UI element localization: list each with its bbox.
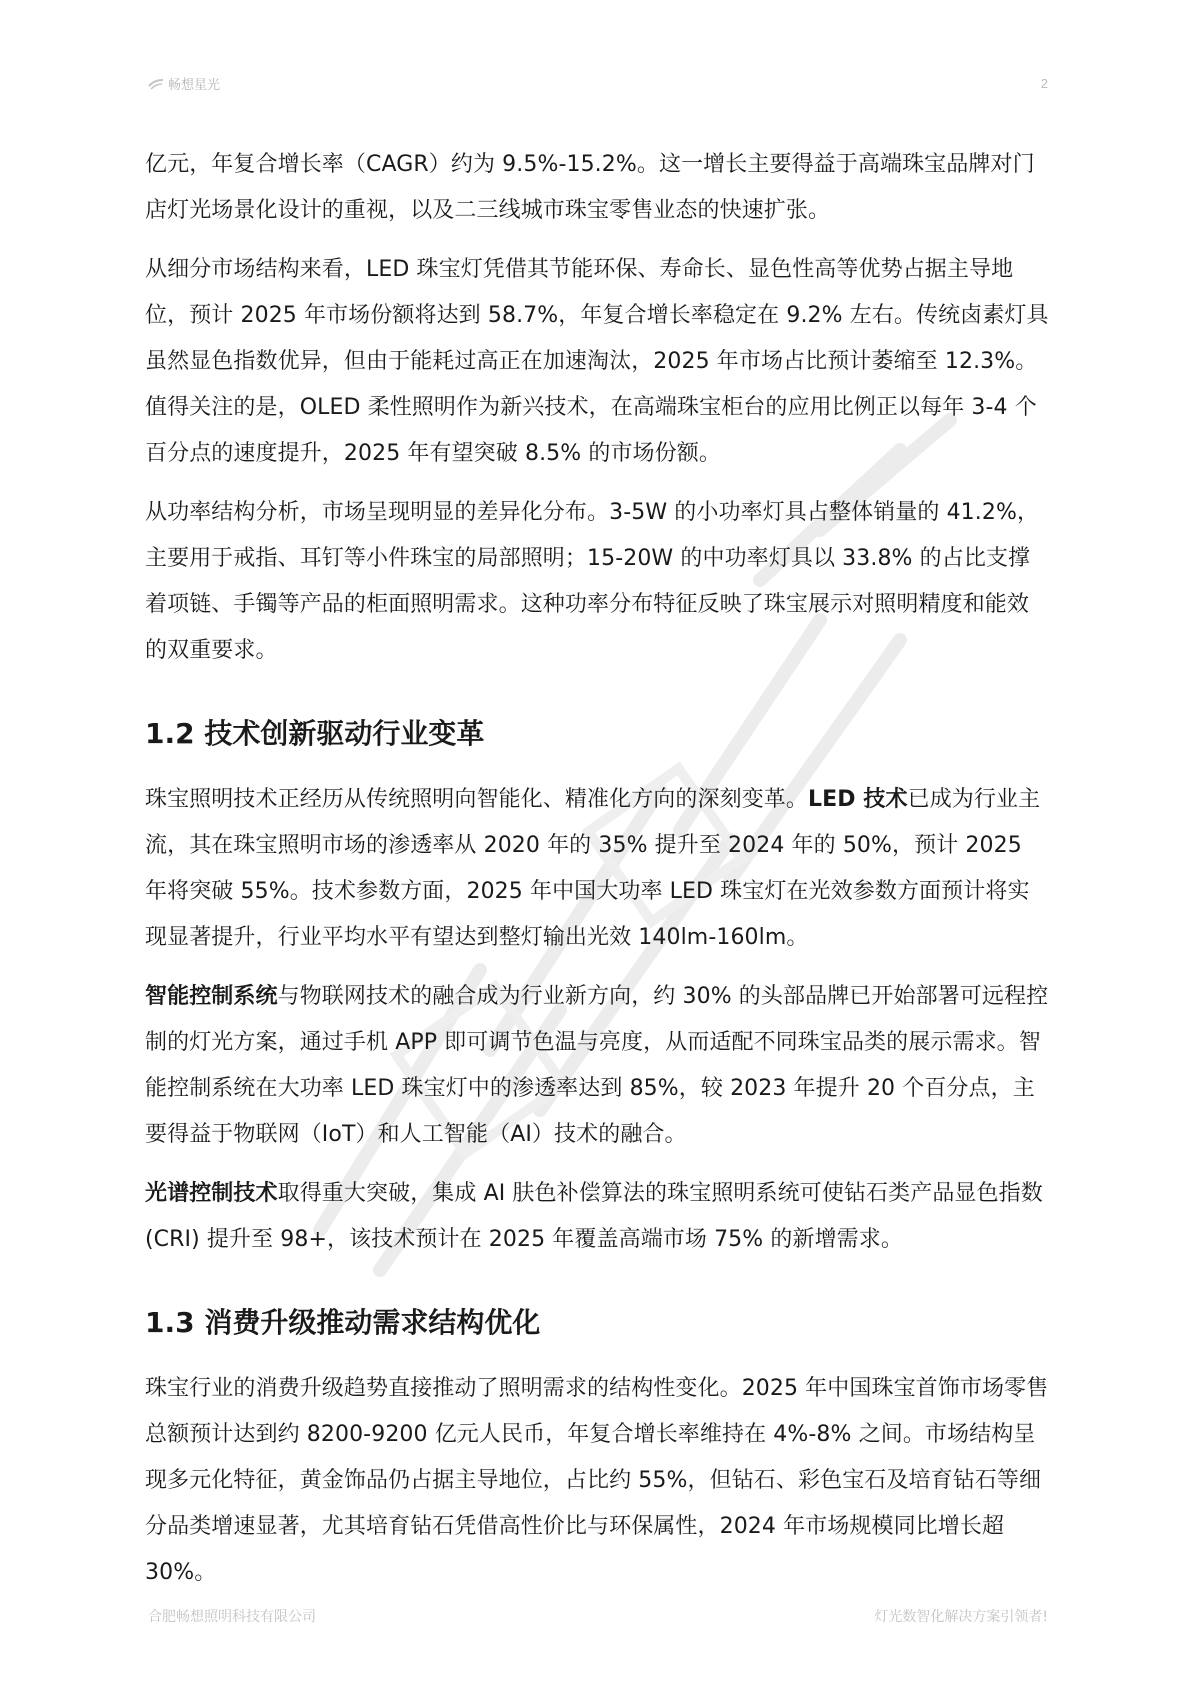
paragraph-segment-structure: 从细分市场结构来看，LED 珠宝灯凭借其节能环保、寿命长、显色性高等优势占据主导地位，预计 2025 年市场份额将达到 58.7%，年复合增长率稳定在 9.2% 左右。传统卤素灯具虽然显色指数优异，但由于能耗过高正在加速淘汰，2025 年市场占比预计萎缩至 12.3%。值得关注的是，OLED 柔性照明作为新兴技术，在高端珠宝柜台的应用比例正以每年 3-4 个百分点的速度提升，2025 年有望突破 8.5% 的市场份额。 (145, 257, 1049, 466)
footer-company-name: 合肥畅想照明科技有限公司 (148, 1609, 316, 1625)
paragraph-consumption-upgrade: 珠宝行业的消费升级趋势直接推动了照明需求的结构性变化。2025 年中国珠宝首饰市场零售总额预计达到约 8200-9200 亿元人民币，年复合增长率维持在 4%-8% 之间。市场结构呈现多元化特征，黄金饰品仍占据主导地位，占比约 55%，但钻石、彩色宝石及培育钻石等细分品类增速显著，尤其培育钻石凭借高性价比与环保属性，2024 年市场规模同比增长超 30%。 (145, 1376, 1049, 1585)
document-body (145, 142, 1050, 1609)
spectrum-control-term: 光谱控制技术 (145, 1181, 278, 1206)
paragraph-market-growth: 亿元，年复合增长率（CAGR）约为 9.5%-15.2%。这一增长主要得益于高端珠宝品牌对门店灯光场景化设计的重视，以及二三线城市珠宝零售业态的快速扩张。 (145, 152, 1035, 223)
smart-control-term: 智能控制系统 (145, 984, 278, 1009)
smart-control-text: 与物联网技术的融合成为行业新方向，约 30% 的头部品牌已开始部署可远程控制的灯光方案，通过手机 APP 即可调节色温与亮度，从而适配不同珠宝品类的展示需求。智能控制系统在大功率 LED 珠宝灯中的渗透率达到 85%，较 2023 年提升 20 个百分点，主要得益于物联网（IoT）和人工智能（AI）技术的融合。 (145, 984, 1049, 1147)
led-intro-text: 珠宝照明技术正经历从传统照明向智能化、精准化方向的深刻变革。 (145, 787, 809, 812)
paragraph-led-technology (145, 777, 1050, 961)
page-footer (148, 1606, 1048, 1630)
page-number: 2 (1040, 76, 1048, 91)
spectrum-control-text: 取得重大突破，集成 AI 肤色补偿算法的珠宝照明系统可使钻石类产品显色指数 (CRI) 提升至 98+，该技术预计在 2025 年覆盖高端市场 75% 的新增需求。 (145, 1181, 1043, 1252)
star-swoosh-icon (148, 78, 164, 90)
paragraph-power-structure: 从功率结构分析，市场呈现明显的差异化分布。3-5W 的小功率灯具占整体销量的 41.2%，主要用于戒指、耳钉等小件珠宝的局部照明；15-20W 的中功率灯具以 33.8% 的占比支撑着项链、手镯等产品的柜面照明需求。这种功率分布特征反映了珠宝展示对照明精度和能效的双重要求。 (145, 500, 1040, 663)
paragraph-spectrum-control (145, 1171, 1050, 1263)
company-logo (148, 74, 220, 93)
section-heading-1-2: 1.2 技术创新驱动行业变革 (145, 717, 485, 750)
led-detail-text: 已成为行业主流，其在珠宝照明市场的渗透率从 2020 年的 35% 提升至 2024 年的 50%，预计 2025 年将突破 55%。技术参数方面，2025 年中国大功率 LED 珠宝灯在光效参数方面预计将实现显著提升，行业平均水平有望达到整灯输出光效 140lm-160lm。 (145, 787, 1041, 950)
page-header (148, 74, 1048, 100)
logo-text: 畅想星光 (168, 78, 221, 93)
led-technology-term: LED 技术 (808, 787, 908, 812)
footer-slogan: 灯光数智化解决方案引领者! (874, 1609, 1048, 1625)
section-heading-1-3: 1.3 消费升级推动需求结构优化 (145, 1306, 541, 1339)
paragraph-smart-control (145, 974, 1050, 1158)
